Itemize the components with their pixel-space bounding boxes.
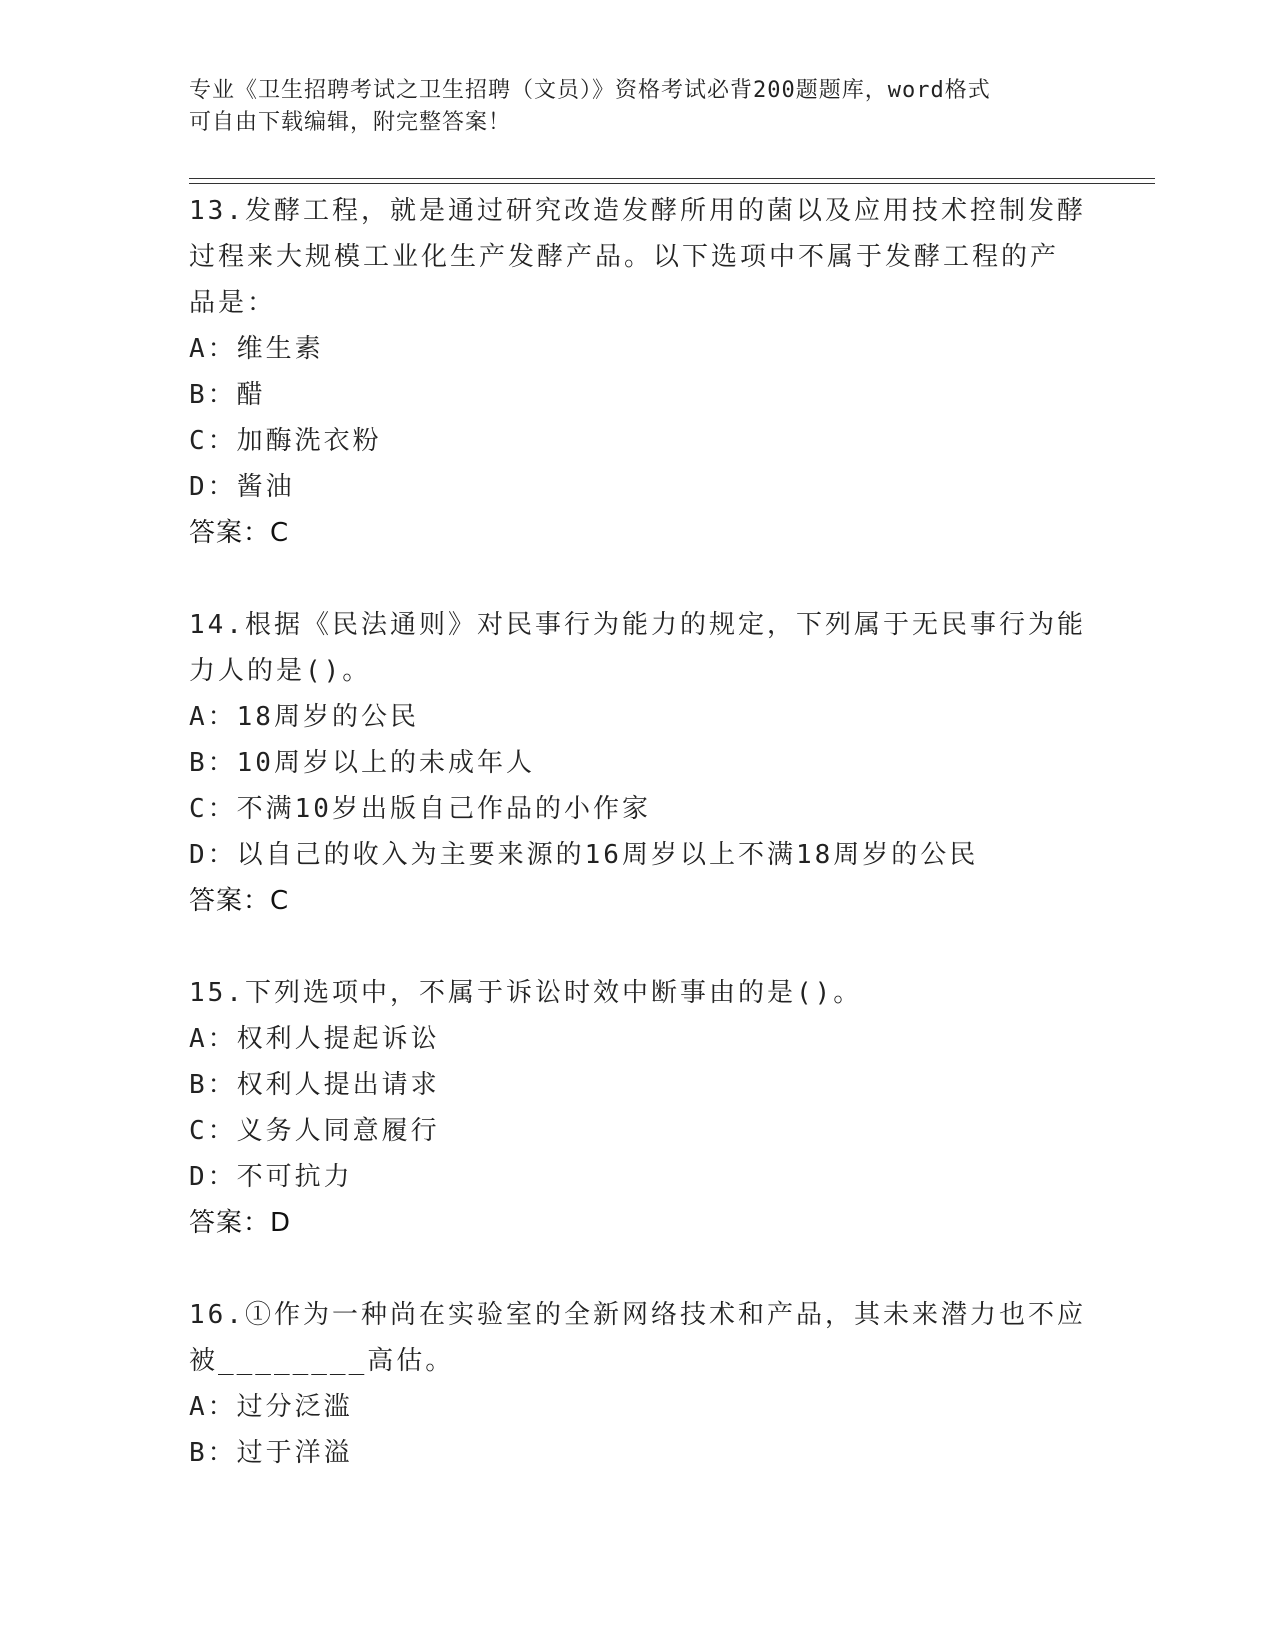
header-title-line-2: 可自由下载编辑，附完整答案！ bbox=[189, 110, 512, 135]
option-a: A：维生素 bbox=[189, 334, 324, 364]
option-b: B：醋 bbox=[189, 380, 266, 410]
header-divider-bottom bbox=[189, 183, 1155, 184]
question-text-line: 过程来大规模工业化生产发酵产品。以下选项中不属于发酵工程的产 bbox=[189, 242, 1060, 272]
answer-line: 答案：C bbox=[189, 518, 290, 548]
answer-line: 答案：D bbox=[189, 1208, 292, 1238]
question-list bbox=[189, 188, 1089, 1476]
question-text-line: 品是： bbox=[189, 288, 277, 318]
document-header bbox=[189, 75, 1089, 139]
option-b: B：权利人提出请求 bbox=[189, 1070, 440, 1100]
question-spacer bbox=[189, 556, 1089, 602]
option-d: D：不可抗力 bbox=[189, 1162, 353, 1192]
option-a: A：权利人提起诉讼 bbox=[189, 1024, 440, 1054]
question-text-line: 被________高估。 bbox=[189, 1346, 455, 1376]
option-c: C：加酶洗衣粉 bbox=[189, 426, 382, 456]
option-d: D：酱油 bbox=[189, 472, 295, 502]
question-text-line: 力人的是()。 bbox=[189, 656, 372, 686]
question-text-line: 15.下列选项中，不属于诉讼时效中断事由的是()。 bbox=[189, 978, 863, 1008]
question-text-line: 14.根据《民法通则》对民事行为能力的规定，下列属于无民事行为能 bbox=[189, 610, 1086, 640]
question-text-line: 16.①作为一种尚在实验室的全新网络技术和产品，其未来潜力也不应 bbox=[189, 1300, 1086, 1330]
option-b: B：过于洋溢 bbox=[189, 1438, 353, 1468]
question-16 bbox=[189, 1292, 1089, 1476]
question-15 bbox=[189, 970, 1089, 1246]
option-a: A：18周岁的公民 bbox=[189, 702, 419, 732]
question-text-line: 13.发酵工程，就是通过研究改造发酵所用的菌以及应用技术控制发酵 bbox=[189, 196, 1086, 226]
option-b: B：10周岁以上的未成年人 bbox=[189, 748, 535, 778]
answer-line: 答案：C bbox=[189, 886, 290, 916]
question-spacer bbox=[189, 924, 1089, 970]
question-13 bbox=[189, 188, 1089, 556]
option-c: C：义务人同意履行 bbox=[189, 1116, 440, 1146]
header-title-line-1: 专业《卫生招聘考试之卫生招聘（文员）》资格考试必背200题题库，word格式 bbox=[189, 78, 991, 103]
option-a: A：过分泛滥 bbox=[189, 1392, 353, 1422]
question-14 bbox=[189, 602, 1089, 924]
option-d: D：以自己的收入为主要来源的16周岁以上不满18周岁的公民 bbox=[189, 840, 979, 870]
header-divider-top bbox=[189, 178, 1155, 179]
option-c: C：不满10岁出版自己作品的小作家 bbox=[189, 794, 651, 824]
question-spacer bbox=[189, 1246, 1089, 1292]
